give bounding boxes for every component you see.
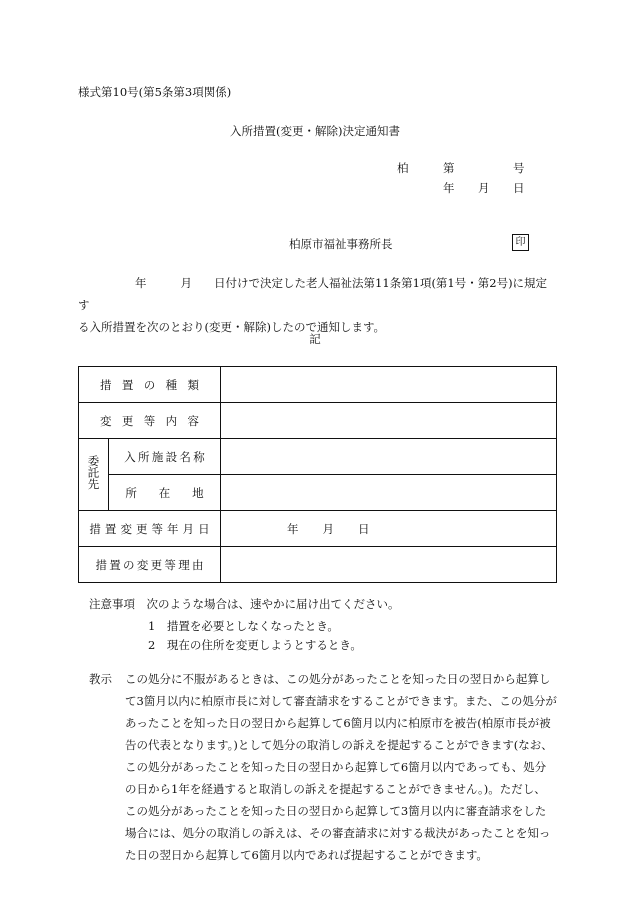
note-item-2: 2 現在の住所を変更しようとするとき。	[148, 638, 362, 652]
change-reason-field[interactable]	[221, 547, 557, 583]
form-number: 様式第10号(第5条第3項関係)	[78, 85, 232, 99]
appeal-label: 教示	[89, 672, 112, 686]
seal-stamp: 印	[512, 234, 529, 251]
measure-type-field[interactable]	[221, 367, 557, 403]
body-text-b: る入所措置を次のとおり(変更・解除)したので通知します。	[78, 320, 386, 334]
appeal-text: この処分に不服があるときは、この処分があったことを知った日の翌日から起算して3箇月以内に柏原市長に対して審査請求をすることができます。また、この処分があったことを知った日の翌日から起算して6箇月以内に柏原市を被告(柏原市長が被告の代表となります。)として処分の取消しの訴えを提起することができます(なお、この処分があったことを知った日の翌日から起算して6箇月以内であっても、処分の日から1年を経過すると取消しの訴えを提起することができません。)。ただし、この処分があったことを知った日の翌日から起算して3箇月以内に審査請求をした場合には、処分の取消しの訴えは、その審査請求に対する裁決があったことを知った日の翌日から起算して6箇月以内であれば提起することができます。	[125, 672, 557, 862]
facility-name-label: 入所施設名称	[109, 439, 221, 475]
reference-go: 号	[513, 161, 525, 175]
facility-name-field[interactable]	[221, 439, 557, 475]
body-year: 年	[135, 276, 147, 290]
table-row	[79, 439, 557, 475]
ki-heading: 記	[309, 332, 321, 346]
address-field[interactable]	[221, 475, 557, 511]
body-month: 月	[180, 276, 192, 290]
itaku-label	[79, 439, 109, 511]
table-row	[79, 367, 557, 403]
reference-dai: 第	[443, 161, 455, 175]
notes-heading: 注意事項 次のような場合は、速やかに届け出てください。	[89, 597, 400, 611]
table-row	[79, 403, 557, 439]
appeal-notice	[89, 668, 557, 866]
table-row	[79, 511, 557, 547]
date-day: 日	[513, 181, 525, 195]
date-year: 年	[443, 181, 455, 195]
note-item-1: 1 措置を必要としなくなったとき。	[148, 619, 339, 633]
address-label: 所在地	[109, 475, 221, 511]
issuer-name: 柏原市福祉事務所長	[289, 237, 393, 251]
change-date-year: 年	[287, 521, 299, 536]
table-row	[79, 475, 557, 511]
measure-type-label: 措置の種類	[79, 367, 221, 403]
change-content-label: 変更等内容	[79, 403, 221, 439]
change-date-month: 月	[322, 521, 334, 536]
date-month: 月	[478, 181, 490, 195]
measure-table	[78, 366, 557, 583]
reference-prefix: 柏	[397, 161, 409, 175]
change-reason-label: 措置の変更等理由	[79, 547, 221, 583]
table-row	[79, 547, 557, 583]
itaku-text: 委託先	[86, 454, 101, 490]
change-content-field[interactable]	[221, 403, 557, 439]
body-text-a: 日付けで決定した老人福祉法第11条第1項(第1号・第2号)に規定す	[78, 276, 548, 312]
change-date-day: 日	[358, 521, 370, 536]
change-date-label: 措置変更等年月日	[79, 511, 221, 547]
notice-body	[78, 272, 558, 338]
change-date-field[interactable]	[221, 511, 557, 547]
document-title: 入所措置(変更・解除)決定通知書	[230, 124, 400, 138]
